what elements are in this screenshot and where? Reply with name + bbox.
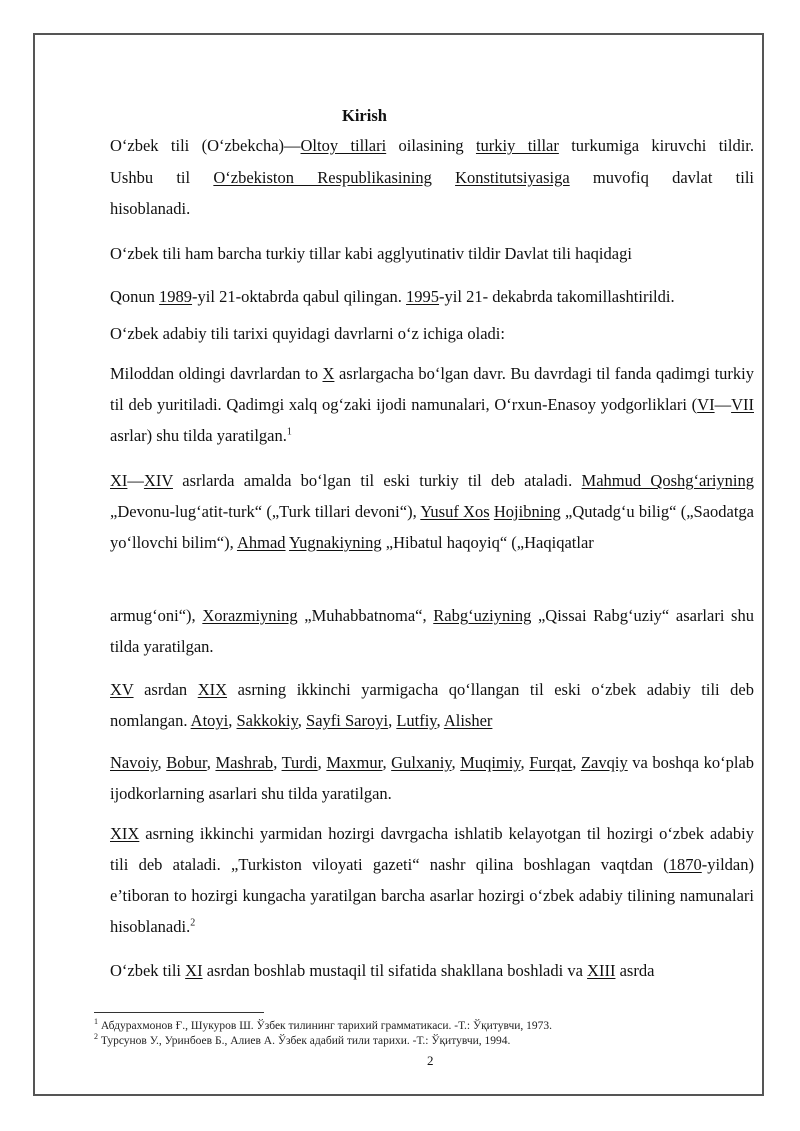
- text: asrlargacha bo‘lgan davr. Bu davrdagi til fanda qadimgi turkiy til deb yuritiladi. Qadimgi xalq og‘zaki ijodi namunalari, O‘rxun-Enasoy yodgorliklari (: [110, 364, 754, 414]
- paragraph-7: [110, 600, 754, 662]
- text: asrning ikkinchi yarmidan hozirgi davrgacha ishlatib kelayotgan til hozirgi o‘zbek adabiy tili deb ataladi. „Turkiston viloyati gazeti“ nashr qilina boshlagan vaqtdan (: [110, 824, 754, 874]
- text: „Devonu-lug‘atit-turk“ („Turk tillari devoni“),: [110, 502, 421, 521]
- footnote-2: [94, 1034, 510, 1048]
- link-xix[interactable]: XIX: [197, 680, 228, 699]
- link-1870[interactable]: 1870: [668, 855, 702, 874]
- paragraph-1-line-3: hisoblanadi.: [110, 199, 191, 218]
- footnote-number: 2: [94, 1032, 98, 1042]
- text: „Hibatul haqoyiq“ („Haqiqatlar: [381, 533, 594, 552]
- link-yugnakiyning[interactable]: Yugnakiyning: [289, 533, 382, 552]
- paragraph-4: O‘zbek adabiy tili tarixi quyidagi davrlarni o‘z ichiga oladi:: [110, 324, 505, 343]
- text: armug‘oni“),: [110, 606, 203, 625]
- text: asrlar) shu tilda yaratilgan.: [110, 426, 287, 445]
- text: asrlarda amalda bo‘lgan til eski turkiy til deb ataladi.: [172, 471, 582, 490]
- text: -yil 21- dekabrda takomillashtirildi.: [439, 287, 675, 306]
- link-maxmur[interactable]: Maxmur: [326, 753, 383, 772]
- link-furqat[interactable]: Furqat: [529, 753, 573, 772]
- link-sakkokiy[interactable]: Sakkokiy: [236, 711, 298, 730]
- link-rabguziyning[interactable]: Rabg‘uziyning: [433, 606, 532, 625]
- page-title: Kirish: [342, 106, 387, 125]
- text: „Qutadg‘u bilig“ („Saodatga yo‘llovchi bilim“),: [110, 502, 754, 552]
- footnote-ref-2[interactable]: 2: [190, 917, 196, 929]
- dash: —: [714, 395, 732, 414]
- text: -yildan) e’tiboran to hozirgi kungacha yaratilgan barcha asarlar hozirgi o‘zbek adabiy tilining namunalari hisoblanadi.: [110, 855, 754, 936]
- link-1989[interactable]: 1989: [159, 287, 193, 306]
- paragraph-5: [110, 358, 754, 451]
- link-lutfiy[interactable]: Lutfiy: [396, 711, 437, 730]
- link-mahmud-qoshgariyning[interactable]: Mahmud Qoshg‘ariyning: [581, 471, 754, 490]
- link-muqimiy[interactable]: Muqimiy: [460, 753, 521, 772]
- text: Ushbu til: [110, 168, 214, 187]
- text: „Muhabbatnoma“,: [297, 606, 434, 625]
- link-xi-2[interactable]: XI: [185, 961, 203, 980]
- footnote-text: Турсунов У., Уринбоев Б., Алиев А. Ўзбек адабий тили тарихи. -Т.: Ўқитувчи, 1994.: [98, 1035, 511, 1047]
- link-xv[interactable]: XV: [110, 680, 134, 699]
- link-turkiy-tillar[interactable]: turkiy tillar: [475, 136, 559, 155]
- link-vii[interactable]: VII: [731, 395, 754, 414]
- text: asrda: [615, 961, 655, 980]
- page-number: 2: [427, 1053, 434, 1068]
- link-xix-2[interactable]: XIX: [110, 824, 140, 843]
- dash: —: [127, 471, 144, 490]
- paragraph-8: XV asrdan XIX asrning ikkinchi yarmigacha qo‘llangan til eski o‘zbek adabiy tili deb nomlangan. Atoyi, Sakkokiy, Sayfi Saroyi, Lutfiy, Alisher: [110, 680, 754, 730]
- link-oltoy-tillari[interactable]: Oltoy tillari: [300, 136, 387, 155]
- text: muvofiq davlat tili: [569, 168, 754, 187]
- link-xiv[interactable]: XIV: [143, 471, 173, 490]
- paragraph-3: [110, 281, 754, 312]
- paragraph-2: O‘zbek tili ham barcha turkiy tillar kabi agglyutinativ tildir Davlat tili haqidagi: [110, 244, 632, 263]
- paragraph-1-line-1: [110, 130, 754, 161]
- link-x[interactable]: X: [322, 364, 335, 383]
- text: „Qissai Rabg‘uziy“ asarlari shu tilda yaratilgan.: [110, 606, 754, 656]
- link-mashrab[interactable]: Mashrab: [215, 753, 274, 772]
- text: O‘zbek tili: [110, 961, 186, 980]
- footnote-number: 1: [94, 1017, 98, 1027]
- text: asrning ikkinchi yarmigacha qo‘llangan til eski o‘zbek adabiy tili deb nomlangan.: [110, 680, 754, 730]
- link-xi[interactable]: XI: [110, 471, 128, 490]
- link-ozbekiston-respublikasining[interactable]: O‘zbekiston Respublikasining: [213, 168, 432, 187]
- text: O‘zbek tili (O‘zbekcha)—: [110, 136, 301, 155]
- link-xorazmiyning[interactable]: Xorazmiyning: [202, 606, 298, 625]
- paragraph-6: [110, 465, 754, 558]
- link-hojibning[interactable]: Hojibning: [493, 502, 561, 521]
- link-ahmad[interactable]: Ahmad: [236, 533, 286, 552]
- text: Miloddan oldingi davrlardan to: [110, 364, 323, 383]
- link-alisher[interactable]: Alisher: [443, 711, 493, 730]
- link-bobur[interactable]: Bobur: [166, 753, 207, 772]
- footnote-1: [94, 1019, 552, 1033]
- text: asrdan boshlab mustaqil til sifatida shakllana boshladi va: [202, 961, 588, 980]
- footnote-text: Абдурахмонов Ғ., Шукуров Ш. Ўзбек тилининг тарихий грамматикаси. -Т.: Ўқитувчи, 1973.: [98, 1020, 553, 1032]
- footnote-separator: [94, 1012, 264, 1013]
- text: turkumiga kiruvchi tildir.: [558, 136, 754, 155]
- text: Qonun: [110, 287, 160, 306]
- paragraph-10: [110, 818, 754, 942]
- text: asrdan: [133, 680, 198, 699]
- paragraph-9: Navoiy, Bobur, Mashrab, Turdi, Maxmur, Gulxaniy, Muqimiy, Furqat, Zavqiy va boshqa ko‘plab ijodkorlarning asarlari shu tilda yaratilgan.: [110, 753, 755, 803]
- paragraph-11: [110, 955, 754, 986]
- link-gulxaniy[interactable]: Gulxaniy: [391, 753, 452, 772]
- link-vi[interactable]: VI: [697, 395, 715, 414]
- text: -yil 21-oktabrda qabul qilingan.: [192, 287, 407, 306]
- link-turdi[interactable]: Turdi: [281, 753, 318, 772]
- link-atoyi[interactable]: Atoyi: [190, 711, 229, 730]
- footnote-ref-1[interactable]: 1: [286, 426, 292, 438]
- link-sayfi-saroyi[interactable]: Sayfi Saroyi: [306, 711, 389, 730]
- link-yusuf-xos[interactable]: Yusuf Xos: [420, 502, 490, 521]
- text: va boshqa ko‘plab ijodkorlarning asarlari shu tilda yaratilgan.: [110, 753, 755, 803]
- link-navoiy[interactable]: Navoiy: [110, 753, 158, 772]
- link-1995[interactable]: 1995: [406, 287, 440, 306]
- paragraph-1-line-2: [110, 162, 754, 193]
- link-xiii[interactable]: XIII: [587, 961, 616, 980]
- text: oilasining: [386, 136, 476, 155]
- link-zavqiy[interactable]: Zavqiy: [580, 753, 628, 772]
- link-konstitutsiyasiga[interactable]: Konstitutsiyasiga: [455, 168, 570, 187]
